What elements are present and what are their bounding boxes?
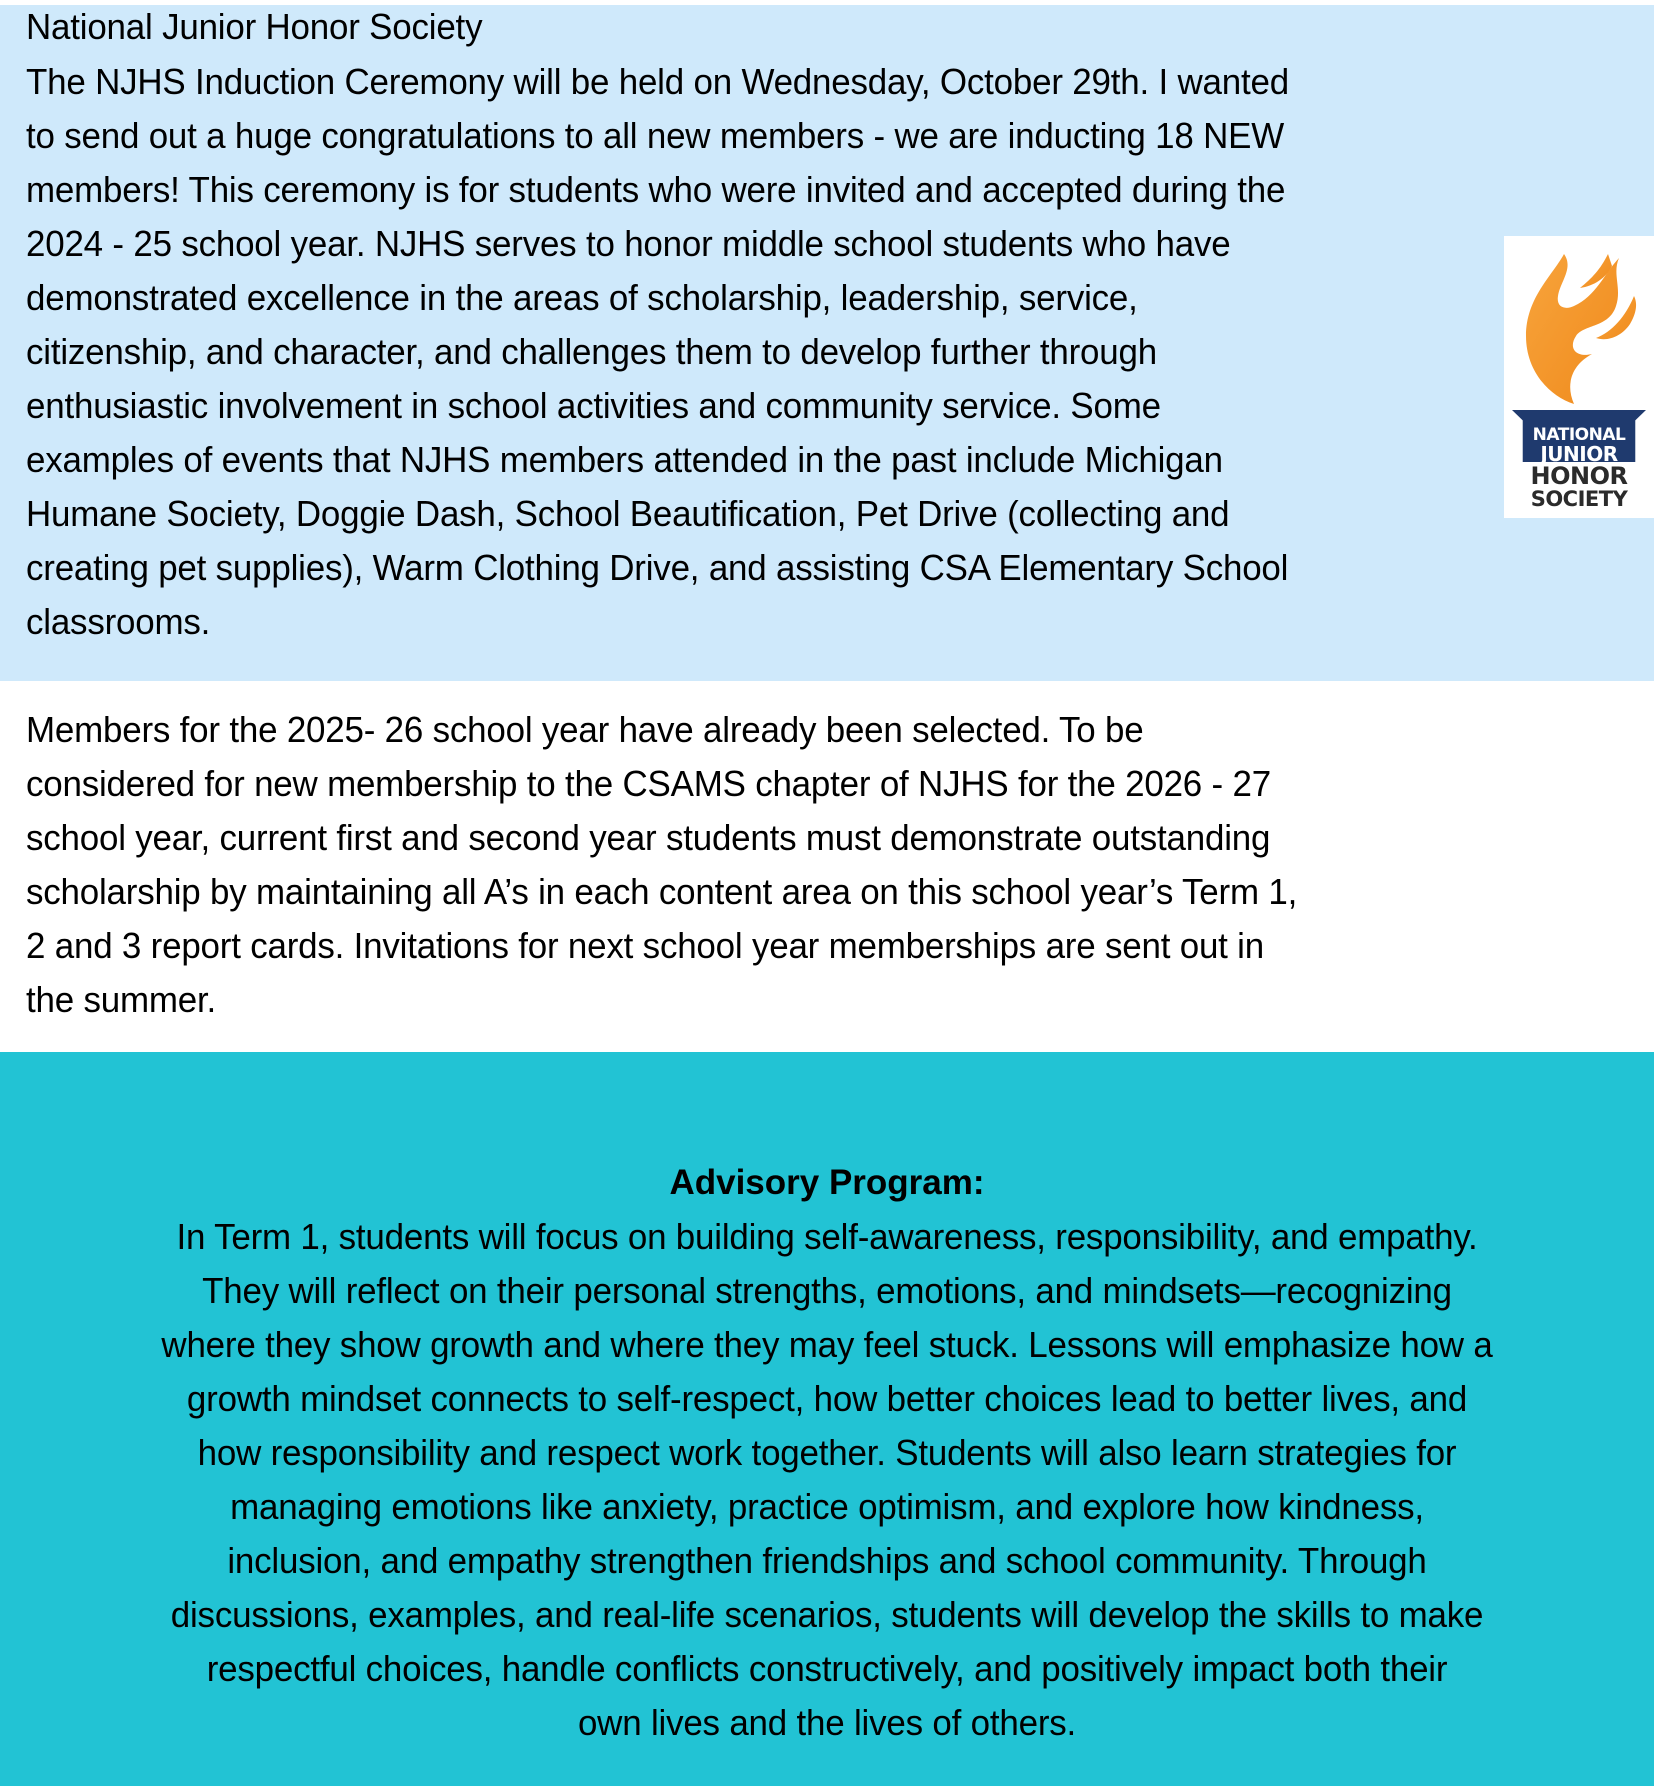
njhs-text-line: 2024 - 25 school year. NJHS serves to honor middle school students who have (26, 223, 1231, 264)
logo-text-national: NATIONAL (1532, 425, 1626, 445)
torch-flame-icon (1504, 236, 1654, 411)
njhs-text-line: enthusiastic involvement in school activities and community service. Some (26, 385, 1161, 426)
advisory-section (0, 1052, 1654, 1786)
njhs-text-line: Humane Society, Doggie Dash, School Beautification, Pet Drive (collecting and (26, 493, 1230, 534)
advisory-text-line: inclusion, and empathy strengthen friendships and school community. Through (227, 1540, 1427, 1581)
advisory-text-line: how responsibility and respect work together. Students will also learn strategies for (197, 1432, 1457, 1473)
membership-text-line: the summer. (26, 979, 216, 1020)
logo-text-junior: JUNIOR (1540, 442, 1618, 466)
advisory-text-line: They will reflect on their personal strengths, emotions, and mindsets—recognizing (202, 1270, 1452, 1311)
njhs-text-line: demonstrated excellence in the areas of scholarship, leadership, service, (26, 277, 1138, 318)
advisory-text-line: respectful choices, handle conflicts constructively, and positively impact both their (206, 1648, 1448, 1689)
njhs-text-line: members! This ceremony is for students who were invited and accepted during the (26, 169, 1286, 210)
njhs-text-line: classrooms. (26, 601, 211, 642)
logo-text-honor: HONOR (1530, 462, 1628, 490)
njhs-title: National Junior Honor Society (26, 6, 483, 47)
membership-text-line: considered for new membership to the CSAMS chapter of NJHS for the 2026 - 27 (26, 763, 1271, 804)
njhs-logo (1504, 236, 1654, 518)
advisory-text-line: growth mindset connects to self-respect, how better choices lead to better lives, and (186, 1378, 1468, 1419)
njhs-text-line: citizenship, and character, and challenges them to develop further through (26, 331, 1157, 372)
njhs-text-line: creating pet supplies), Warm Clothing Drive, and assisting CSA Elementary School (26, 547, 1289, 588)
njhs-text-line: to send out a huge congratulations to all new members - we are inducting 18 NEW (26, 115, 1285, 156)
advisory-text-line: discussions, examples, and real-life scenarios, students will develop the skills to make (170, 1594, 1484, 1635)
membership-section (0, 681, 1654, 1052)
advisory-text-line: managing emotions like anxiety, practice optimism, and explore how kindness, (230, 1486, 1424, 1527)
advisory-text-line: own lives and the lives of others. (577, 1702, 1077, 1743)
logo-text-society: SOCIETY (1530, 487, 1628, 511)
advisory-heading: Advisory Program: (669, 1163, 985, 1202)
advisory-text-line: In Term 1, students will focus on building self-awareness, responsibility, and empathy. (176, 1216, 1478, 1257)
membership-text-line: school year, current first and second year students must demonstrate outstanding (26, 817, 1271, 858)
advisory-text-line: where they show growth and where they may feel stuck. Lessons will emphasize how a (161, 1324, 1493, 1365)
njhs-text-line: The NJHS Induction Ceremony will be held on Wednesday, October 29th. I wanted (26, 61, 1289, 102)
membership-text-line: scholarship by maintaining all A’s in each content area on this school year’s Term 1, (26, 871, 1298, 912)
njhs-text-line: examples of events that NJHS members attended in the past include Michigan (26, 439, 1223, 480)
membership-text-line: 2 and 3 report cards. Invitations for next school year memberships are sent out in (26, 925, 1264, 966)
membership-text-line: Members for the 2025- 26 school year have already been selected. To be (26, 709, 1144, 750)
njhs-section (0, 5, 1654, 681)
